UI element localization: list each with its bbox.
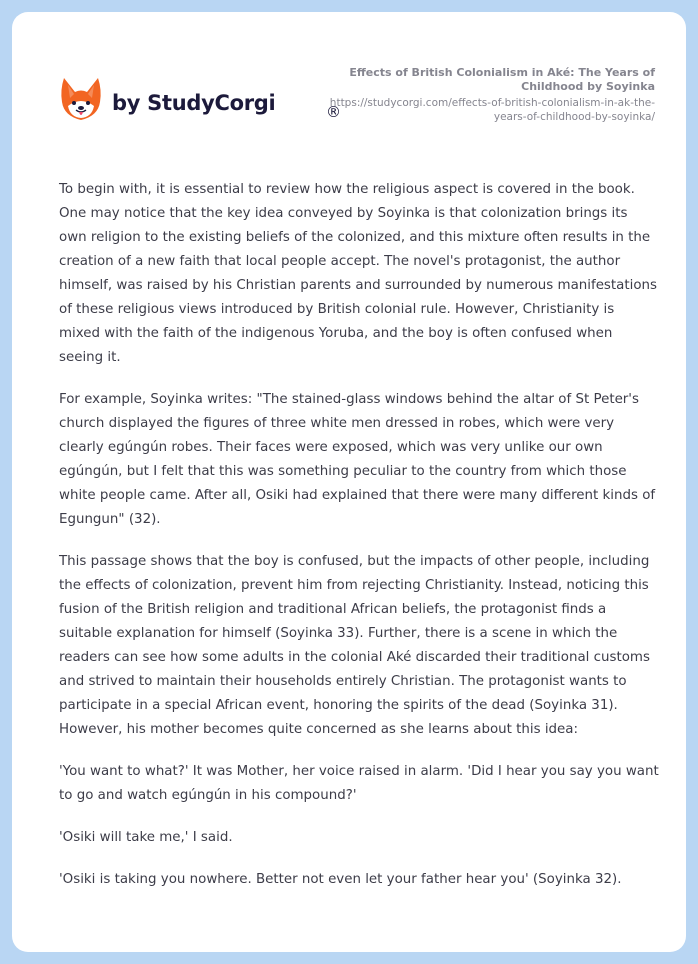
document-url[interactable]: https://studycorgi.com/effects-of-british-colonialism-in-ak-the-years-of-childhood-by-soyinka/ (329, 97, 655, 123)
paragraph: This passage shows that the boy is confused, but the impacts of other people, including the effects of colonization, prevent him from rejecting Christianity. Instead, noticing this fusion of the British religion and traditional African beliefs, the protagonist finds a suitable explanation for himself (Soyinka 33). Further, there is a scene in which the readers can see how some adults in the colonial Aké discarded their traditional customs and strived to maintain their households entirely Christian. The protagonist wants to participate in a special African event, honoring the spirits of the dead (Soyinka 31). However, his mother becomes quite concerned as she learns about this idea: (59, 554, 650, 737)
document-body (59, 178, 659, 910)
studycorgi-logo[interactable] (60, 76, 341, 122)
logo-text: by StudyCorgi (112, 91, 276, 115)
document-title: Effects of British Colonialism in Aké: The Years of Childhood by Soyinka (349, 66, 655, 93)
paragraph: 'Osiki is taking you nowhere. Better not even let your father hear you' (Soyinka 32). (59, 872, 622, 887)
document-meta (315, 66, 655, 124)
paragraph: For example, Soyinka writes: "The stained-glass windows behind the altar of St Peter's church displayed the figures of three white men dressed in robes, which were very clearly egúngún robes. Their faces were exposed, which was very unlike our own egúngún, but I felt that this was something peculiar to the country from which those white people came. After all, Osiki had explained that there were many different kinds of Egungun" (32). (59, 392, 656, 527)
paragraph: 'You want to what?' It was Mother, her voice raised in alarm. 'Did I hear you say you want to go and watch egúngún in his compound?' (59, 764, 659, 803)
corgi-icon (60, 76, 102, 122)
registered-mark: ® (326, 103, 341, 121)
document-card (12, 12, 686, 952)
page-header (12, 12, 686, 162)
paragraph: To begin with, it is essential to review how the religious aspect is covered in the book. One may notice that the key idea conveyed by Soyinka is that colonization brings its own religion to the existing beliefs of the colonized, and this mixture often results in the creation of a new faith that local people accept. The novel's protagonist, the author himself, was raised by his Christian parents and surrounded by numerous manifestations of these religious views introduced by British colonial rule. However, Christianity is mixed with the faith of the indigenous Yoruba, and the boy is often confused when seeing it. (59, 182, 657, 365)
paragraph: 'Osiki will take me,' I said. (59, 830, 233, 845)
